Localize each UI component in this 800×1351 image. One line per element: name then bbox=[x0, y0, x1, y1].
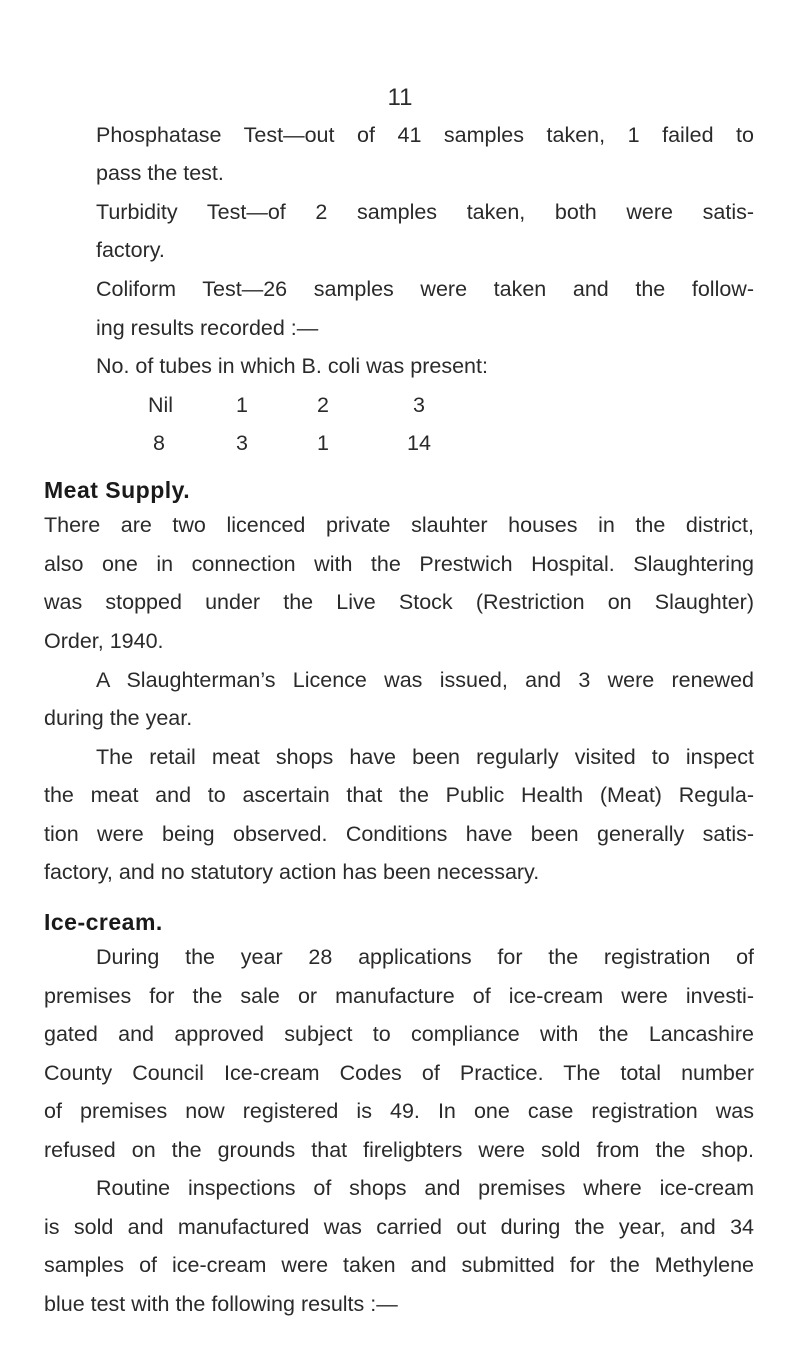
coliform-header-cell: 3 bbox=[413, 393, 425, 417]
ice-cream-line: is sold and manufactured was carried out during the year, and 34 bbox=[44, 1215, 754, 1239]
ice-cream-line: premises for the sale or manufacture of ice-cream were investi- bbox=[44, 984, 754, 1008]
ice-cream-line: County Council Ice-cream Codes of Practice. The total number bbox=[44, 1061, 754, 1085]
coliform-header-cell: 1 bbox=[236, 393, 248, 417]
intro-line: pass the test. bbox=[96, 161, 224, 185]
meat-supply-line: Order, 1940. bbox=[44, 629, 164, 653]
coliform-header-cell: Nil bbox=[148, 393, 174, 417]
intro-line: Phosphatase Test—out of 41 samples taken, 1 failed to bbox=[96, 123, 754, 147]
coliform-value-cell: 14 bbox=[407, 431, 431, 455]
coliform-header-cell: 2 bbox=[317, 393, 329, 417]
coliform-value-cell: 3 bbox=[236, 431, 248, 455]
meat-supply-line: was stopped under the Live Stock (Restriction on Slaughter) bbox=[44, 590, 754, 614]
meat-supply-line: the meat and to ascertain that the Public Health (Meat) Regula- bbox=[44, 783, 754, 807]
meat-supply-line: The retail meat shops have been regularly visited to inspect bbox=[96, 745, 754, 769]
ice-cream-line: of premises now registered is 49. In one case registration was bbox=[44, 1099, 754, 1123]
intro-line: factory. bbox=[96, 238, 165, 262]
coliform-value-cell: 1 bbox=[317, 431, 329, 455]
intro-line: Turbidity Test—of 2 samples taken, both were satis- bbox=[96, 200, 754, 224]
meat-supply-line: factory, and no statutory action has been necessary. bbox=[44, 860, 540, 884]
intro-line: ing results recorded :— bbox=[96, 316, 319, 340]
coliform-value-cell: 8 bbox=[153, 431, 165, 455]
ice-cream-line: refused on the grounds that fireligbters were sold from the shop. bbox=[44, 1138, 754, 1162]
meat-supply-line: There are two licenced private slauhter houses in the district, bbox=[44, 513, 754, 537]
meat-supply-heading: Meat Supply. bbox=[44, 477, 191, 503]
meat-supply-line: A Slaughterman’s Licence was issued, and 3 were renewed bbox=[96, 668, 754, 692]
intro-line: No. of tubes in which B. coli was present: bbox=[96, 354, 488, 378]
ice-cream-line: gated and approved subject to compliance with the Lancashire bbox=[44, 1022, 754, 1046]
ice-cream-heading: Ice-cream. bbox=[44, 909, 163, 935]
page-number: 11 bbox=[387, 84, 413, 111]
meat-supply-line: tion were being observed. Conditions have been generally satis- bbox=[44, 822, 754, 846]
ice-cream-line: Routine inspections of shops and premises where ice-cream bbox=[96, 1176, 754, 1200]
ice-cream-line: blue test with the following results :— bbox=[44, 1292, 398, 1316]
ice-cream-line: samples of ice-cream were taken and submitted for the Methylene bbox=[44, 1253, 754, 1277]
intro-line: Coliform Test—26 samples were taken and the follow- bbox=[96, 277, 754, 301]
ice-cream-line: During the year 28 applications for the registration of bbox=[96, 945, 754, 969]
meat-supply-line: also one in connection with the Prestwich Hospital. Slaughtering bbox=[44, 552, 754, 576]
meat-supply-line: during the year. bbox=[44, 706, 193, 730]
